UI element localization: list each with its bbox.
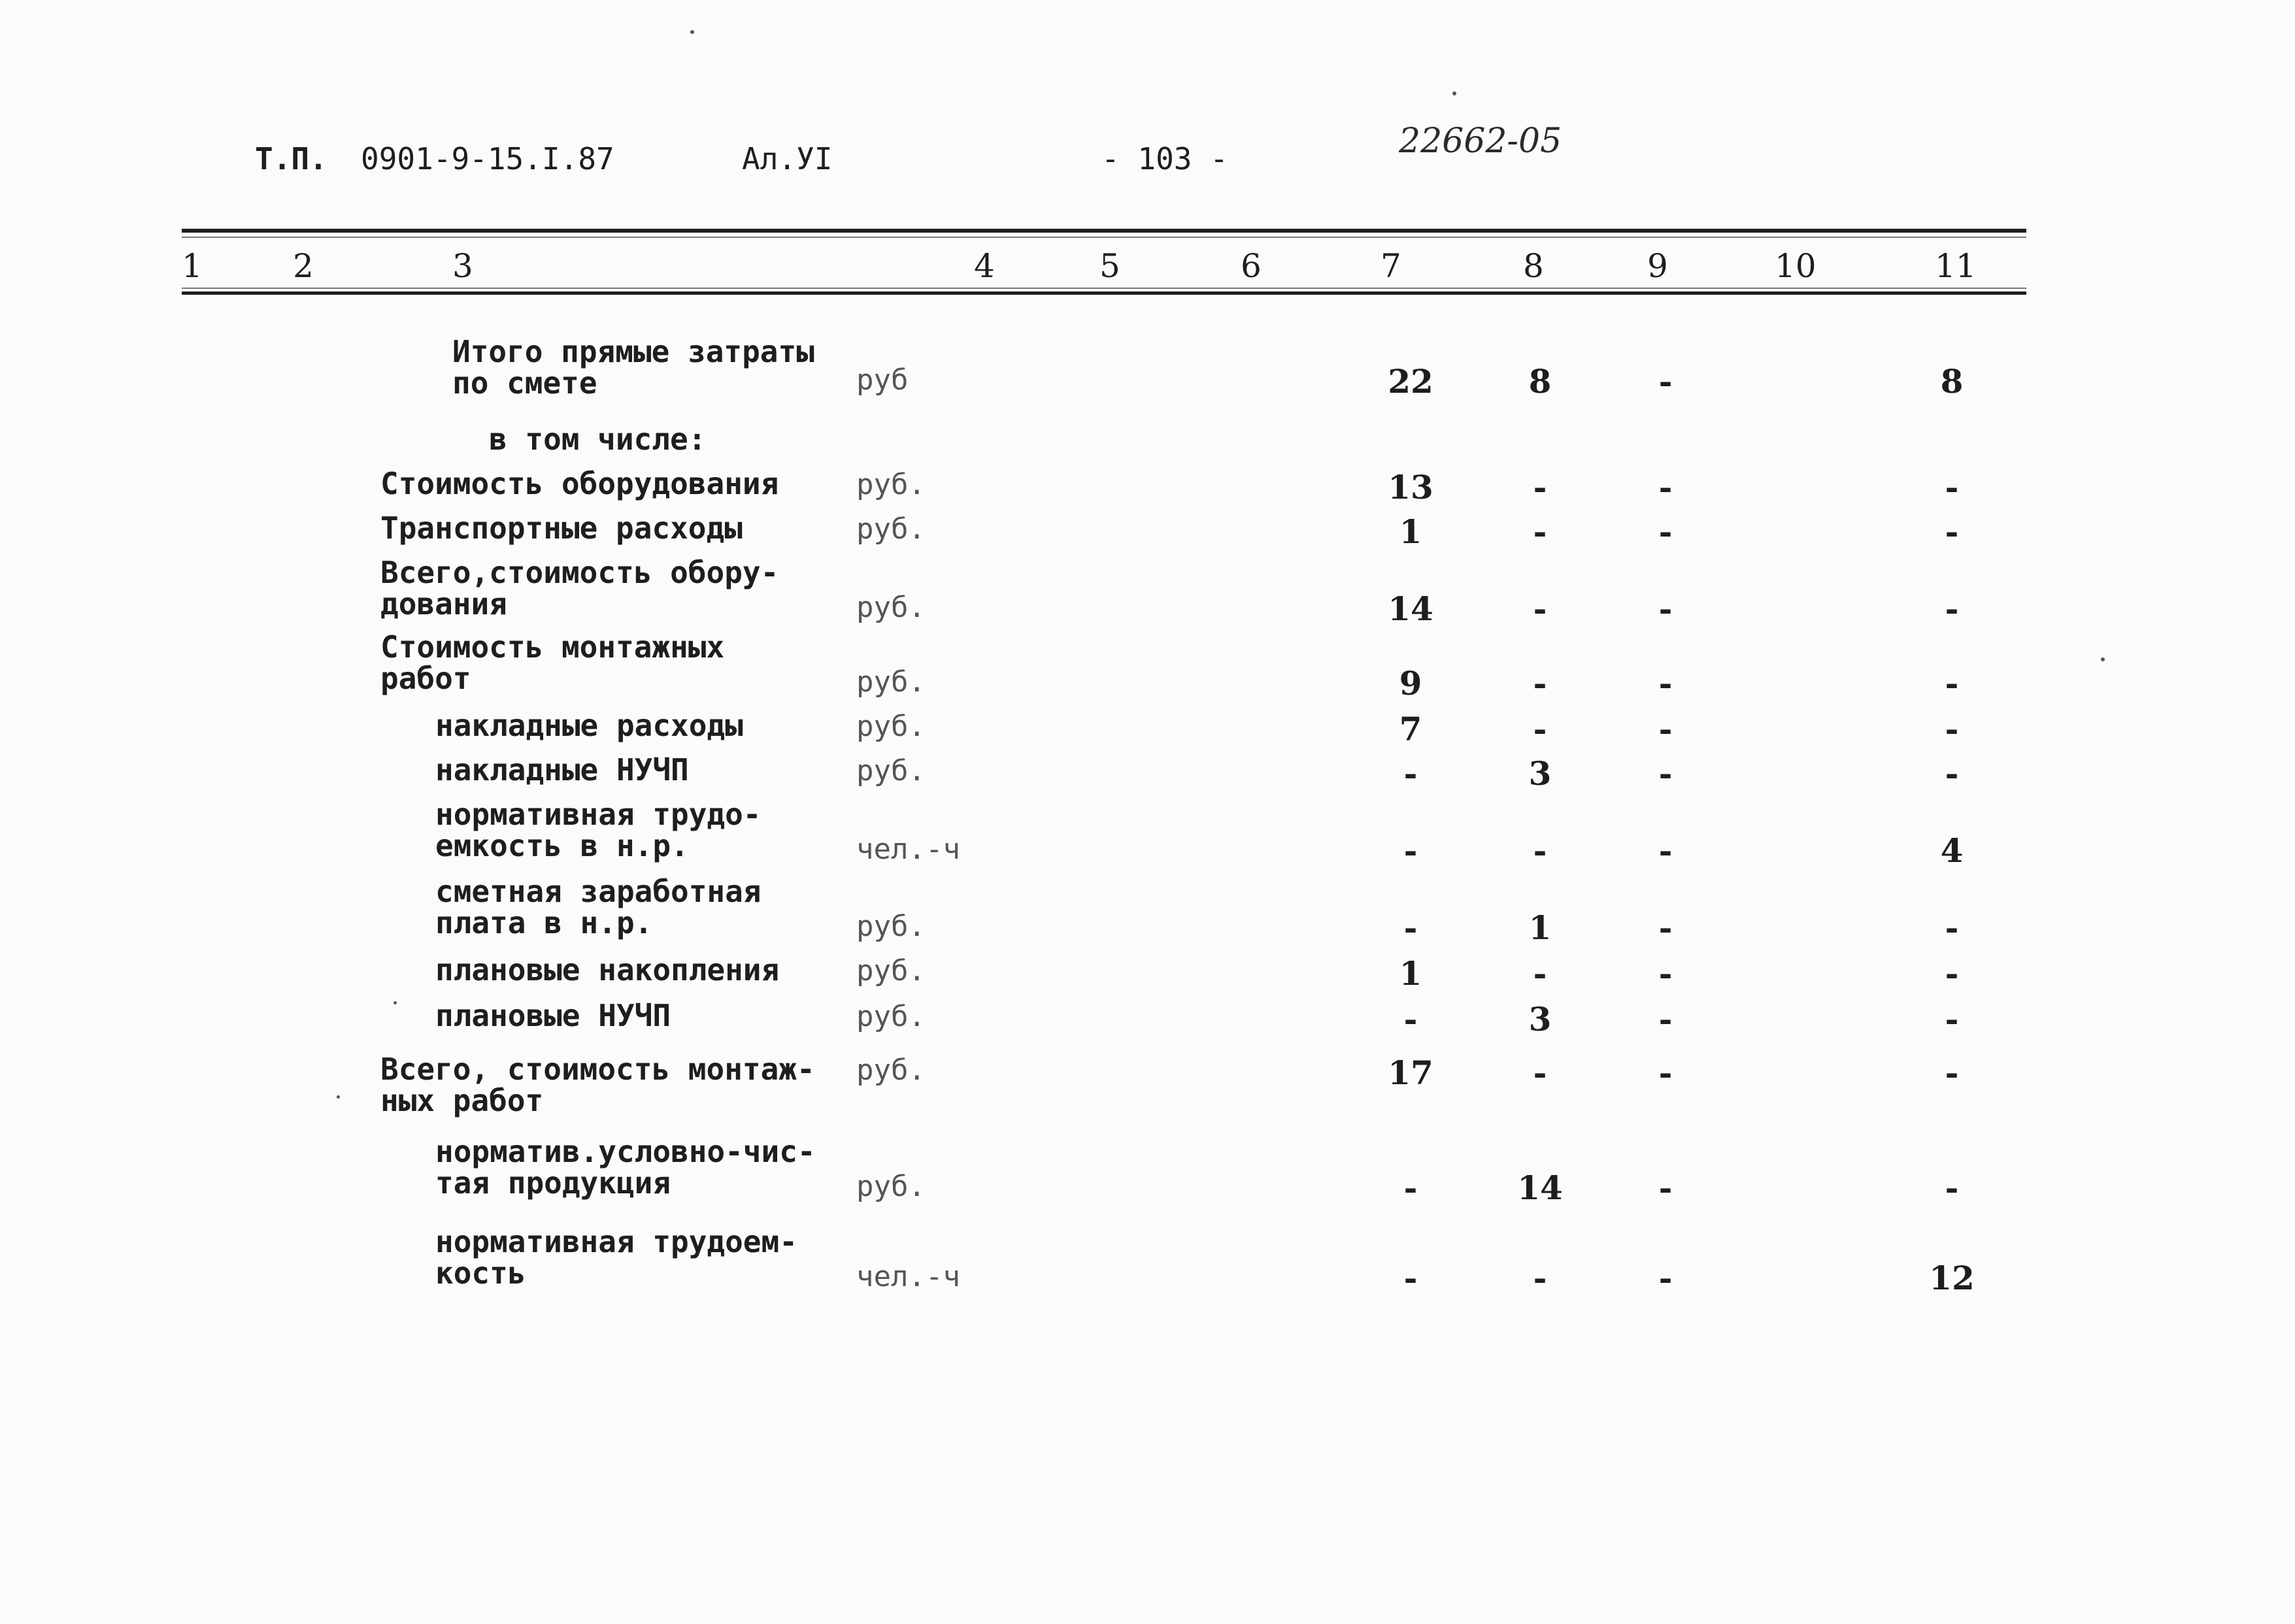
- cell-col-9: -: [1658, 362, 1673, 401]
- column-number-1: 1: [182, 247, 203, 285]
- row-unit: руб.: [856, 468, 926, 501]
- scan-speck: [337, 1095, 340, 1099]
- cell-col-7: -: [1403, 1000, 1418, 1038]
- scan-speck: [394, 1001, 397, 1004]
- scan-speck: [1452, 91, 1456, 95]
- scan-speck: [2101, 657, 2105, 661]
- cell-col-7: 1: [1399, 512, 1422, 551]
- cell-col-8: -: [1533, 1053, 1547, 1092]
- cell-col-11: -: [1945, 468, 1959, 506]
- cell-col-7: 13: [1388, 468, 1433, 506]
- cell-col-9: -: [1658, 589, 1673, 628]
- cell-col-7: 9: [1399, 664, 1422, 703]
- column-number-11: 11: [1935, 247, 1977, 285]
- cell-col-8: 1: [1528, 908, 1552, 947]
- cell-col-7: -: [1403, 754, 1418, 793]
- row-label: Стоимость оборудования: [380, 466, 779, 501]
- cell-col-7: -: [1403, 1259, 1418, 1297]
- table-top-rule-thin: [182, 237, 2026, 238]
- cell-col-9: -: [1658, 954, 1673, 993]
- cell-col-11: -: [1945, 1000, 1959, 1038]
- row-label: накладные НУЧП: [435, 752, 689, 787]
- cell-col-9: -: [1658, 1168, 1673, 1207]
- cell-col-9: -: [1658, 908, 1673, 947]
- cell-col-8: -: [1533, 512, 1547, 551]
- cell-col-11: -: [1945, 1168, 1959, 1207]
- row-unit: руб.: [856, 591, 926, 624]
- cell-col-7: -: [1403, 908, 1418, 947]
- column-number-2: 2: [293, 247, 314, 285]
- cell-col-8: -: [1533, 954, 1547, 993]
- cell-col-11: -: [1945, 710, 1959, 748]
- cell-col-7: 14: [1388, 589, 1433, 628]
- column-number-6: 6: [1241, 247, 1262, 285]
- row-unit: руб.: [856, 512, 926, 546]
- row-label: Итого прямые затраты по смете: [452, 334, 814, 401]
- table-header-rule: [182, 291, 2026, 295]
- album-number: Ал.УI: [742, 141, 833, 176]
- row-label: Транспортные расходы: [380, 510, 743, 546]
- row-unit: руб: [856, 363, 909, 397]
- table-header-rule-thin: [182, 288, 2026, 289]
- row-unit: руб.: [856, 910, 926, 943]
- cell-col-9: -: [1658, 1053, 1673, 1092]
- row-label: норматив.условно-чис- тая продукция: [435, 1134, 816, 1201]
- cell-col-7: 22: [1388, 362, 1433, 401]
- cell-col-11: -: [1945, 908, 1959, 947]
- cell-col-8: -: [1533, 664, 1547, 703]
- cell-col-9: -: [1658, 664, 1673, 703]
- row-unit: руб.: [856, 665, 926, 699]
- cell-col-11: -: [1945, 512, 1959, 551]
- cell-col-9: -: [1658, 1000, 1673, 1038]
- column-number-3: 3: [452, 247, 473, 285]
- cell-col-7: 7: [1399, 710, 1422, 748]
- cell-col-7: 1: [1399, 954, 1422, 993]
- row-unit: чел.-ч: [856, 1260, 960, 1293]
- column-number-4: 4: [974, 247, 995, 285]
- cell-col-9: -: [1658, 831, 1673, 870]
- row-label: нормативная трудо- емкость в н.р.: [435, 797, 762, 863]
- row-label: в том числе:: [489, 422, 707, 457]
- doc-code-prefix: Т.П.: [255, 141, 327, 176]
- row-label: нормативная трудоем- кость: [435, 1224, 797, 1291]
- row-unit: руб.: [856, 1000, 926, 1033]
- cell-col-11: -: [1945, 754, 1959, 793]
- cell-col-7: -: [1403, 831, 1418, 870]
- cell-col-8: -: [1533, 589, 1547, 628]
- column-number-9: 9: [1647, 247, 1668, 285]
- cell-col-8: -: [1533, 1259, 1547, 1297]
- cell-col-11: -: [1945, 589, 1959, 628]
- column-number-8: 8: [1523, 247, 1544, 285]
- cell-col-8: -: [1533, 468, 1547, 506]
- cell-col-9: -: [1658, 1259, 1673, 1297]
- cell-col-9: -: [1658, 754, 1673, 793]
- cell-col-8: -: [1533, 710, 1547, 748]
- cell-col-7: 17: [1388, 1053, 1433, 1092]
- cell-col-11: -: [1945, 664, 1959, 703]
- row-unit: руб.: [856, 954, 926, 987]
- row-unit: чел.-ч: [856, 833, 960, 866]
- cell-col-8: 14: [1517, 1168, 1563, 1207]
- page-number: - 103 -: [1101, 141, 1228, 176]
- row-unit: руб.: [856, 1170, 926, 1203]
- table-top-rule: [182, 229, 2026, 233]
- cell-col-11: -: [1945, 1053, 1959, 1092]
- doc-code: 0901-9-15.I.87: [361, 141, 614, 176]
- row-label: Стоимость монтажных работ: [380, 629, 725, 696]
- row-label: Всего,стоимость обору- дования: [380, 555, 779, 621]
- cell-col-7: -: [1403, 1168, 1418, 1207]
- cell-col-8: -: [1533, 831, 1547, 870]
- row-unit: руб.: [856, 1053, 926, 1087]
- column-number-7: 7: [1381, 247, 1401, 285]
- inventory-number: 22662-05: [1399, 122, 1562, 161]
- cell-col-9: -: [1658, 468, 1673, 506]
- cell-col-11: 4: [1940, 831, 1964, 870]
- column-number-5: 5: [1099, 247, 1120, 285]
- cell-col-11: 12: [1929, 1259, 1975, 1297]
- column-number-10: 10: [1775, 247, 1817, 285]
- cell-col-11: 8: [1940, 362, 1964, 401]
- cell-col-8: 3: [1528, 1000, 1552, 1038]
- row-label: плановые НУЧП: [435, 998, 671, 1033]
- row-label: плановые накопления: [435, 952, 780, 987]
- scan-speck: [690, 30, 694, 34]
- row-label: накладные расходы: [435, 708, 743, 743]
- cell-col-9: -: [1658, 710, 1673, 748]
- row-unit: руб.: [856, 710, 926, 743]
- row-label: сметная заработная плата в н.р.: [435, 874, 762, 940]
- row-label: Всего, стоимость монтаж- ных работ: [380, 1052, 815, 1118]
- cell-col-8: 3: [1528, 754, 1552, 793]
- row-unit: руб.: [856, 754, 926, 787]
- cell-col-9: -: [1658, 512, 1673, 551]
- cell-col-8: 8: [1528, 362, 1552, 401]
- cell-col-11: -: [1945, 954, 1959, 993]
